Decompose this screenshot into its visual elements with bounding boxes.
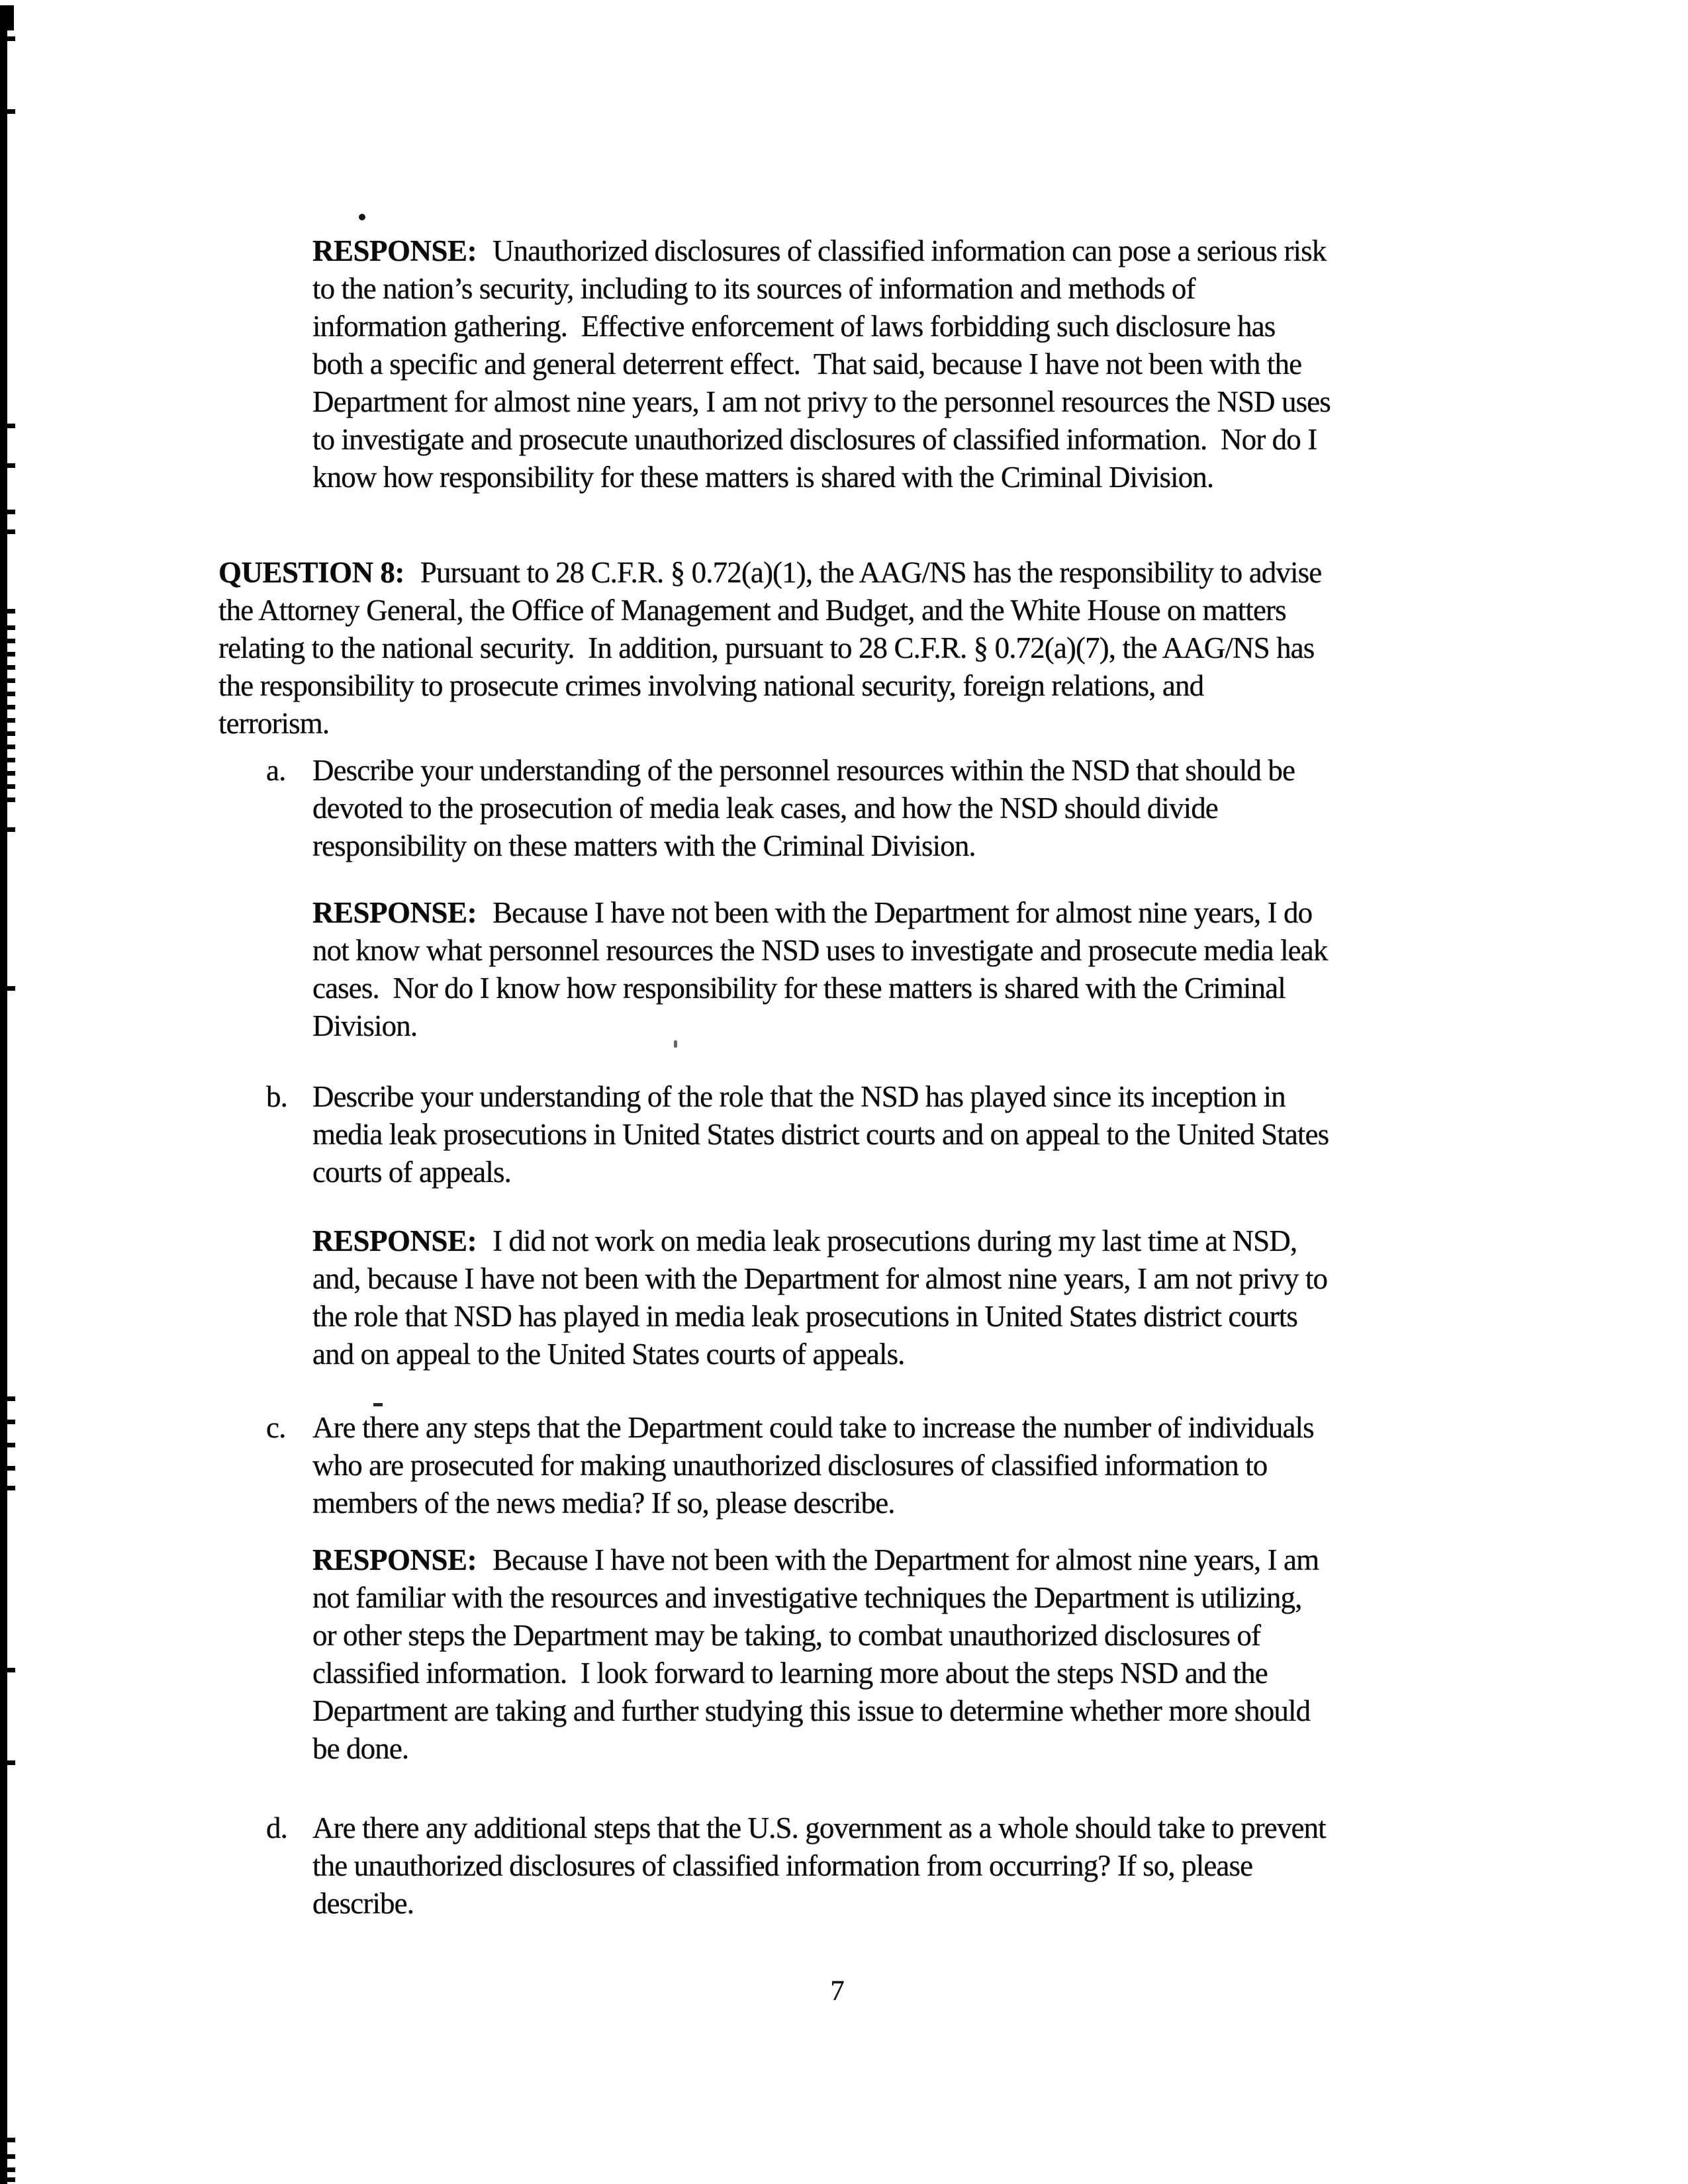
- text-line: devoted to the prosecution of media leak cases, and how the NSD should divide: [312, 792, 1218, 825]
- text-line: who are prosecuted for making unauthorized disclosures of classified information to: [312, 1449, 1268, 1482]
- scan-artifact-tick: [7, 1466, 15, 1471]
- text-line: [218, 894, 1516, 932]
- text-line: [218, 1409, 1516, 1447]
- text-line: to investigate and prosecute unauthorized disclosures of classified information. Nor do I: [312, 423, 1317, 456]
- text-line: Division.: [312, 1009, 418, 1042]
- text-line: [218, 1222, 1516, 1260]
- text-line: be done.: [312, 1732, 409, 1765]
- text-line: Department for almost nine years, I am not privy to the personnel resources the NSD uses: [312, 385, 1331, 418]
- scan-artifact-tick: [7, 529, 15, 534]
- list-marker-c: c.: [266, 1411, 286, 1444]
- list-item-c: [218, 1409, 1516, 1522]
- text-line: [218, 752, 1516, 790]
- text-line: or other steps the Department may be taking, to combat unauthorized disclosures of: [312, 1619, 1261, 1652]
- text-line: [218, 232, 1516, 270]
- line-text: Because I have not been with the Department for almost nine years, I do: [492, 896, 1313, 929]
- scan-artifact-tick: [7, 463, 15, 468]
- line-text: Because I have not been with the Department for almost nine years, I am: [492, 1543, 1319, 1576]
- text-line: cases. Nor do I know how responsibility for these matters is shared with the Criminal: [312, 972, 1286, 1005]
- scan-artifact-tick: [7, 678, 15, 683]
- paragraph-question-8: [218, 554, 1516, 743]
- text-line: [218, 1541, 1516, 1579]
- text-line: [218, 1809, 1516, 1847]
- text-line: not familiar with the resources and investigative techniques the Department is utilizing,: [312, 1581, 1302, 1614]
- text-line: classified information. I look forward to learning more about the steps NSD and the: [312, 1657, 1268, 1690]
- list-marker-b: b.: [266, 1080, 287, 1113]
- scan-artifact-tick: [7, 1668, 15, 1672]
- scan-artifact-tick: [7, 705, 15, 709]
- list-item-b: [218, 1078, 1516, 1191]
- text-line: the responsibility to prosecute crimes involving national security, foreign relations, and: [218, 669, 1204, 702]
- scan-artifact-tick: [7, 36, 15, 41]
- scan-artifact-tick: [7, 609, 15, 614]
- line-text: Unauthorized disclosures of classified information can pose a serious risk: [492, 234, 1327, 267]
- scan-edge-bar: [0, 5, 7, 2184]
- response-label: RESPONSE:: [312, 234, 477, 267]
- list-item-d: [218, 1809, 1516, 1923]
- scan-artifact-tick: [7, 1396, 15, 1401]
- scan-artifact-tick: [7, 731, 15, 736]
- text-line: the role that NSD has played in media leak prosecutions in United States district courts: [312, 1300, 1297, 1333]
- response-label: RESPONSE:: [312, 896, 477, 929]
- scan-artifact-tick: [7, 2154, 15, 2159]
- scan-artifact-tick: [7, 652, 15, 657]
- scan-artifact-tick: [7, 1760, 15, 1765]
- scan-artifact-tick: [7, 510, 15, 514]
- list-item-a: [218, 752, 1516, 865]
- scan-artifact-tick: [7, 665, 15, 670]
- text-line: not know what personnel resources the NSD uses to investigate and prosecute media leak: [312, 934, 1328, 967]
- scan-artifact-tick: [7, 1420, 15, 1424]
- scan-artifact-tick: [7, 784, 15, 789]
- text-line: the Attorney General, the Office of Management and Budget, and the White House on matters: [218, 594, 1286, 627]
- line-text: Pursuant to 28 C.F.R. § 0.72(a)(1), the AAG/NS has the responsibility to advise: [420, 556, 1322, 589]
- text-line: describe.: [312, 1887, 414, 1920]
- list-marker-a: a.: [266, 754, 286, 787]
- scan-artifact-tick: [7, 718, 15, 723]
- response-label: RESPONSE:: [312, 1543, 477, 1576]
- paragraph-lines: [218, 1447, 1516, 1522]
- paragraph-response-a: [218, 894, 1516, 1045]
- scan-artifact-dash: [373, 1403, 383, 1406]
- text-line: information gathering. Effective enforcement of laws forbidding such disclosure has: [312, 310, 1276, 343]
- page-number: 7: [830, 1976, 845, 2007]
- paragraph-lines: [218, 790, 1516, 865]
- paragraph-lines: [218, 1847, 1516, 1923]
- line-text: Describe your understanding of the personnel resources within the NSD that should be: [312, 754, 1295, 787]
- scan-artifact-tick: [7, 745, 15, 749]
- text-line: and, because I have not been with the Department for almost nine years, I am not privy to: [312, 1262, 1328, 1295]
- paragraph-lines: [218, 1116, 1516, 1191]
- scan-artifact-tick: [7, 1443, 15, 1447]
- text-line: and on appeal to the United States courts of appeals.: [312, 1338, 905, 1371]
- line-text: Are there any steps that the Department could take to increase the number of individuals: [312, 1411, 1314, 1444]
- text-line: to the nation’s security, including to its sources of information and methods of: [312, 272, 1196, 305]
- paragraph-lines: [218, 932, 1516, 1045]
- text-line: Department are taking and further studying this issue to determine whether more should: [312, 1694, 1311, 1727]
- paragraph-lines: [218, 270, 1516, 496]
- scan-edge-bar-cap: [0, 5, 14, 30]
- text-line: members of the news media? If so, please describe.: [312, 1486, 895, 1520]
- text-line: [218, 554, 1516, 592]
- text-line: courts of appeals.: [312, 1156, 511, 1189]
- scan-artifact-tick: [7, 692, 15, 696]
- scan-artifact-tick: [7, 639, 15, 643]
- paragraph-lines: [218, 592, 1516, 743]
- paragraph-response-c: [218, 1541, 1516, 1768]
- text-line: [218, 1078, 1516, 1116]
- text-line: know how responsibility for these matters is shared with the Criminal Division.: [312, 461, 1214, 494]
- text-line: relating to the national security. In addition, pursuant to 28 C.F.R. § 0.72(a)(7), the AAG/NS has: [218, 631, 1315, 664]
- text-line: media leak prosecutions in United States district courts and on appeal to the United States: [312, 1118, 1329, 1151]
- paragraph-response-intro: [218, 232, 1516, 496]
- scan-artifact-tick: [7, 625, 15, 630]
- line-text: Are there any additional steps that the U.S. government as a whole should take to prevent: [312, 1811, 1326, 1844]
- scan-artifact-tick: [7, 797, 15, 802]
- text-line: the unauthorized disclosures of classified information from occurring? If so, please: [312, 1849, 1253, 1882]
- text-line: responsibility on these matters with the Criminal Division.: [312, 829, 976, 862]
- scan-artifact-tick: [7, 827, 15, 832]
- question-label: QUESTION 8:: [218, 556, 404, 589]
- response-label: RESPONSE:: [312, 1224, 477, 1257]
- text-line: terrorism.: [218, 707, 330, 740]
- paragraph-lines: [218, 1260, 1516, 1373]
- scan-artifact-dot: [359, 214, 365, 220]
- scan-artifact-tick: [7, 758, 15, 762]
- scan-artifact-tick: [7, 2138, 15, 2142]
- scan-artifact-tick: [7, 424, 15, 428]
- paragraph-lines: [218, 1579, 1516, 1768]
- scan-artifact-tick: [7, 771, 15, 776]
- paragraph-response-b: [218, 1222, 1516, 1373]
- scan-artifact-tick: [7, 2167, 15, 2172]
- line-text: Describe your understanding of the role that the NSD has played since its inception in: [312, 1080, 1286, 1113]
- scan-artifact-tick: [7, 1486, 15, 1490]
- text-line: both a specific and general deterrent effect. That said, because I have not been with the: [312, 347, 1302, 381]
- scan-artifact-tick: [7, 2177, 15, 2182]
- line-text: I did not work on media leak prosecutions during my last time at NSD,: [492, 1224, 1297, 1257]
- list-marker-d: d.: [266, 1811, 287, 1844]
- scan-artifact-tick: [7, 986, 15, 991]
- scan-artifact-tick: [7, 109, 15, 114]
